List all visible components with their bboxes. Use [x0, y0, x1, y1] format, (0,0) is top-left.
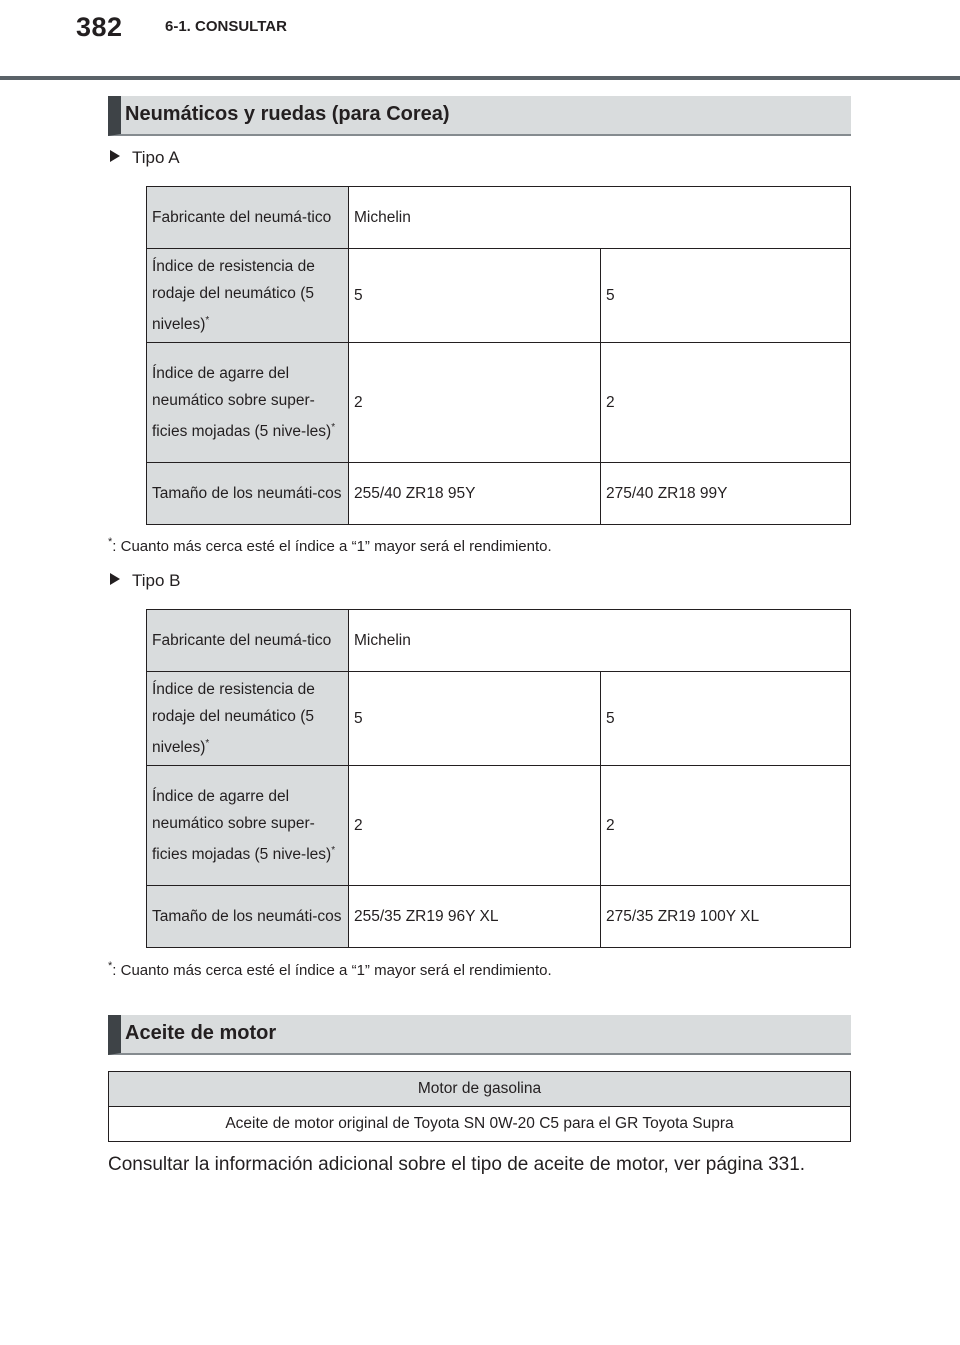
table-row	[147, 766, 851, 886]
footnote-text: : Cuanto más cerca esté el índice a “1” mayor será el rendimiento.	[112, 538, 552, 555]
rear-value: 2	[601, 766, 851, 886]
table-header-row	[109, 1072, 851, 1107]
footnote-type-a	[108, 536, 552, 555]
row-label: Fabricante del neumá-tico	[147, 610, 349, 672]
footnote-mark: *	[331, 844, 336, 856]
row-label: Índice de agarre del neumático sobre super-ficies mojadas (5 nive-les)*	[147, 766, 349, 886]
table-row	[147, 187, 851, 249]
row-label: Índice de resistencia de rodaje del neumático (5 niveles)*	[147, 672, 349, 766]
table-row	[147, 610, 851, 672]
subheading-type-b	[110, 571, 181, 591]
front-value: 5	[349, 672, 601, 766]
subheading-type-a	[110, 148, 180, 168]
oil-additional-info: Consultar la información adicional sobre el tipo de aceite de motor, ver página 331.	[108, 1154, 806, 1175]
page-header	[0, 0, 960, 80]
table-row	[109, 1107, 851, 1142]
engine-oil-table	[108, 1071, 851, 1142]
footnote-mark: *	[205, 314, 210, 326]
rear-value: 275/35 ZR19 100Y XL	[601, 886, 851, 948]
rear-value: 5	[601, 672, 851, 766]
triangle-bullet-icon	[110, 573, 120, 585]
section-heading-tires	[108, 96, 851, 136]
rear-value: 275/40 ZR18 99Y	[601, 463, 851, 525]
oil-table-value: Aceite de motor original de Toyota SN 0W-20 C5 para el GR Toyota Supra	[109, 1107, 851, 1142]
tire-spec-table-type-b	[146, 609, 851, 948]
row-label: Tamaño de los neumáti-cos	[147, 463, 349, 525]
chapter-title: 6-1. CONSULTAR	[165, 18, 287, 35]
tire-spec-table-type-a	[146, 186, 851, 525]
table-row	[147, 672, 851, 766]
oil-table-header: Motor de gasolina	[109, 1072, 851, 1107]
footnote-type-b	[108, 960, 552, 979]
triangle-bullet-icon	[110, 150, 120, 162]
rear-value: 5	[601, 249, 851, 343]
section-title: Neumáticos y ruedas (para Corea)	[125, 103, 450, 125]
row-label: Tamaño de los neumáti-cos	[147, 886, 349, 948]
row-label: Fabricante del neumá-tico	[147, 187, 349, 249]
table-row	[147, 249, 851, 343]
subheading-label: Tipo A	[132, 148, 180, 167]
section-heading-oil	[108, 1015, 851, 1055]
front-value: 255/35 ZR19 96Y XL	[349, 886, 601, 948]
row-label: Índice de agarre del neumático sobre super-ficies mojadas (5 nive-les)*	[147, 343, 349, 463]
manufacturer-value: Michelin	[349, 187, 851, 249]
header-divider	[0, 76, 960, 80]
front-value: 5	[349, 249, 601, 343]
table-row	[147, 463, 851, 525]
page-number: 382	[76, 12, 123, 42]
footnote-text: : Cuanto más cerca esté el índice a “1” mayor será el rendimiento.	[112, 962, 552, 979]
footnote-mark: *	[331, 421, 336, 433]
table-row	[147, 343, 851, 463]
table-row	[147, 886, 851, 948]
footnote-mark: *	[205, 737, 210, 749]
row-label: Índice de resistencia de rodaje del neumático (5 niveles)*	[147, 249, 349, 343]
manufacturer-value: Michelin	[349, 610, 851, 672]
front-value: 2	[349, 766, 601, 886]
footnote-mark: *	[108, 536, 113, 548]
section-title: Aceite de motor	[125, 1022, 277, 1044]
front-value: 255/40 ZR18 95Y	[349, 463, 601, 525]
front-value: 2	[349, 343, 601, 463]
rear-value: 2	[601, 343, 851, 463]
subheading-label: Tipo B	[132, 571, 181, 590]
footnote-mark: *	[108, 960, 113, 972]
